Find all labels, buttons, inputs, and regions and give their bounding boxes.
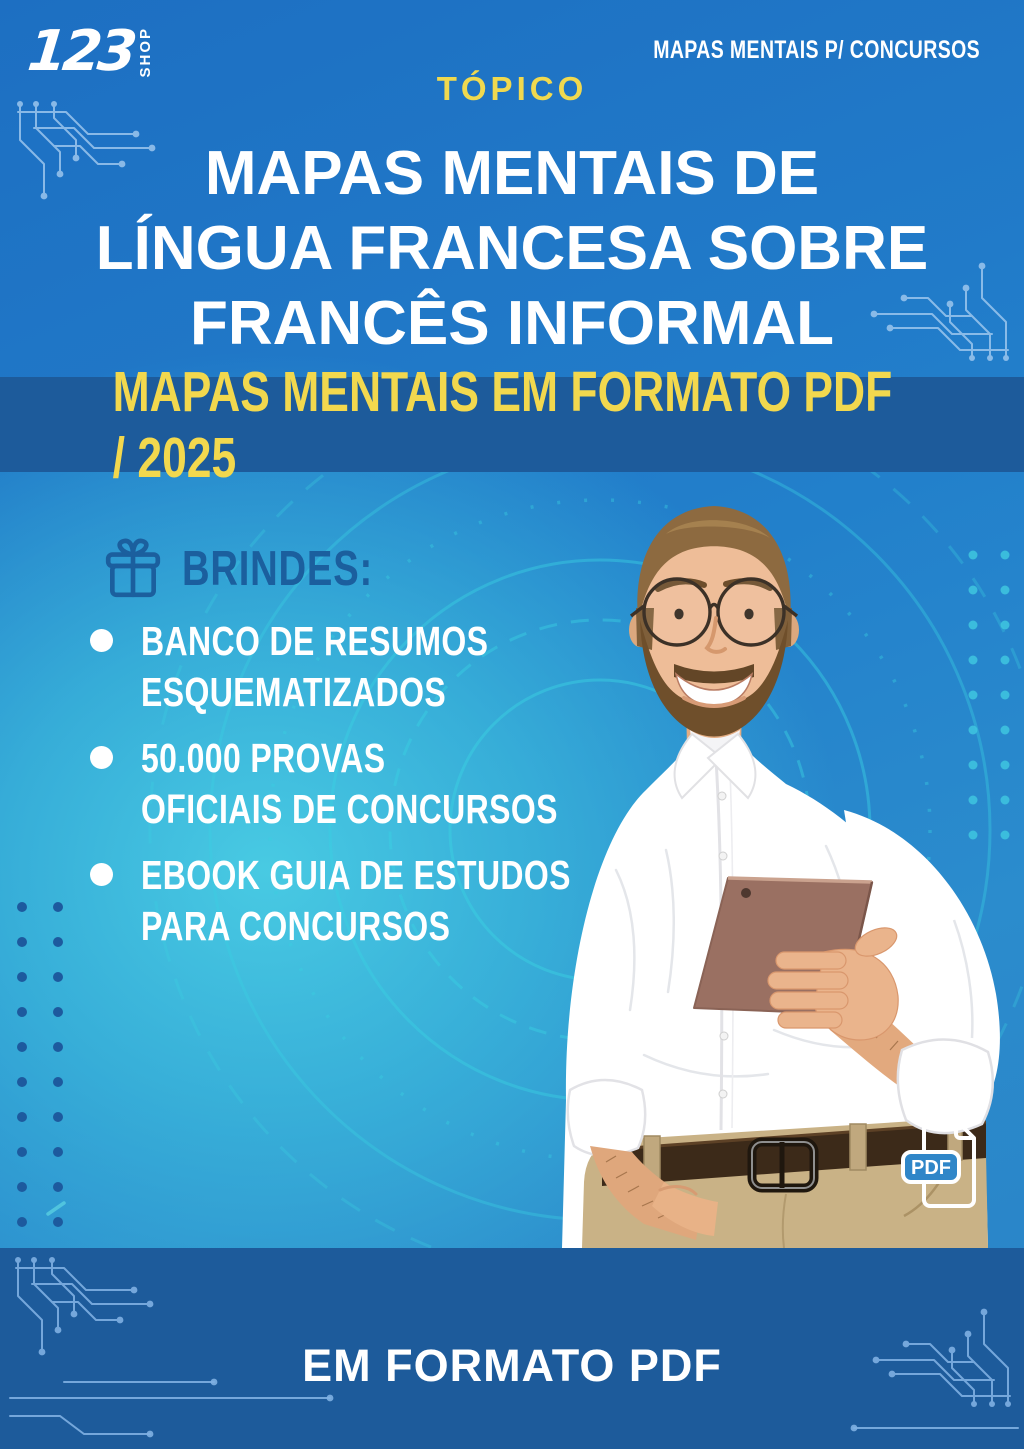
footer-text: EM FORMATO PDF (302, 1340, 722, 1391)
list-item: BANCO DE RESUMOS ESQUEMATIZADOS (90, 616, 560, 718)
pdf-label: PDF (911, 1157, 951, 1179)
bullet-icon (90, 746, 113, 769)
page-title (0, 136, 1024, 361)
footer-band (0, 1248, 1024, 1449)
format-banner-text: MAPAS MENTAIS EM FORMATO PDF / 2025 (112, 359, 893, 490)
bullet-icon (90, 863, 113, 886)
brindes-title: BRINDES: (182, 542, 373, 596)
head (629, 506, 799, 737)
pdf-file-icon (900, 1116, 982, 1208)
brindes-heading (102, 538, 427, 600)
collection-label: MAPAS MENTAIS P/ CONCURSOS (653, 36, 980, 64)
bullet-icon (90, 629, 113, 652)
title-line-1: MAPAS MENTAIS DE (204, 139, 820, 208)
kicker-label: TÓPICO (436, 70, 588, 107)
brindes-list (90, 616, 571, 967)
list-item: 50.000 PROVAS OFICIAIS DE CONCURSOS (90, 733, 560, 835)
brand-logo-number: 123 (24, 19, 137, 84)
title-line-3: FRANCÊS INFORMAL (189, 289, 835, 358)
brand-logo-word: SHOP (136, 26, 154, 78)
dot-grid-left (17, 902, 63, 1227)
gift-icon (102, 538, 164, 600)
title-line-2: LÍNGUA FRANCESA SOBRE (95, 214, 929, 283)
format-banner (0, 359, 1024, 490)
list-item: EBOOK GUIA DE ESTUDOS PARA CONCURSOS (90, 850, 560, 952)
